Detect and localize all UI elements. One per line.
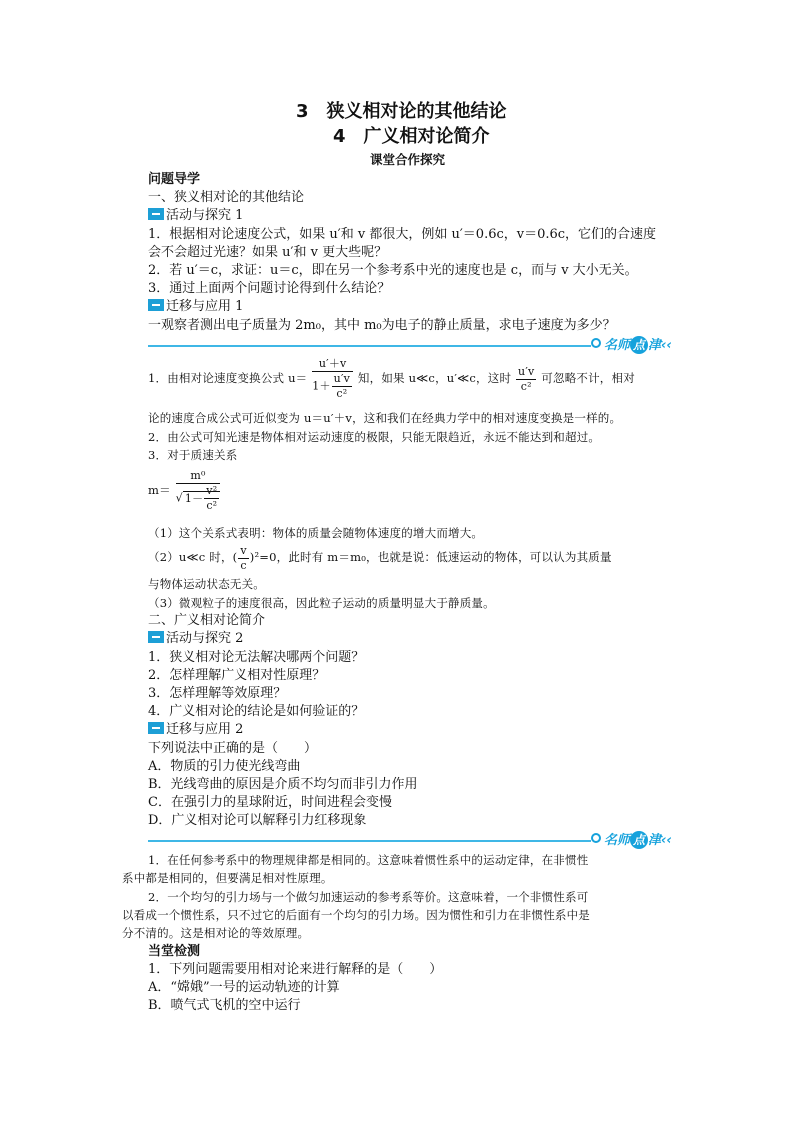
tip-2-line-5: 分不清的。这是相对论的等效原理。: [122, 926, 310, 940]
test-q1-option-a: A．“嫦娥”一号的运动轨迹的计算: [148, 980, 340, 995]
application-2-option-c: C．在强引力的星球附近，时间进程会变慢: [148, 795, 392, 810]
badge-text-right: 津: [648, 833, 662, 848]
note-1-line-b: 论的速度合成公式可近似变为 u＝u′＋v，这和我们在经典力学中的相对速度变换是一样的。: [148, 411, 622, 425]
application-2-label: [148, 722, 243, 738]
application-1-label: [148, 299, 243, 315]
heading-guide: 问题导学: [148, 172, 201, 187]
arrow-icon: [148, 631, 164, 643]
radical-denominator: c²: [206, 499, 218, 512]
point-2-line-a: [148, 542, 612, 572]
activity-2-q3: 3．怎样理解等效原理？: [148, 686, 287, 701]
arrow-icon: [148, 208, 164, 220]
divider-rule: [148, 840, 591, 842]
velocity-denominator: [312, 372, 353, 401]
v-numerator: v: [240, 543, 247, 557]
mass-lhs: m＝: [148, 483, 171, 497]
radical-fraction: [204, 484, 219, 513]
point-2-prefix: （2）u≪c 时，(: [148, 550, 238, 564]
activity-2-q4: 4．广义相对论的结论是如何验证的？: [148, 704, 365, 719]
v-over-c: [238, 544, 248, 573]
activity-1-text: 活动与探究 1: [166, 208, 244, 223]
section-1-title: 一、狭义相对论的其他结论: [148, 190, 305, 205]
application-2-text: 迁移与应用 2: [166, 722, 244, 737]
dot-icon: [591, 338, 601, 348]
teacher-tip-band-1: [148, 335, 673, 357]
note-1-prefix: 1．由相对论速度变换公式 u＝: [148, 371, 308, 385]
test-q1-option-b: B．喷气式飞机的空中运行: [148, 998, 301, 1013]
note-1-middle: 知，如果 u≪c，u′≪c，这时: [357, 371, 512, 385]
note-1-suffix: 可忽略不计，相对: [541, 371, 635, 385]
teacher-tip-badge: 名师 点 津‹‹: [591, 335, 673, 357]
note-3: 3．对于质速关系: [148, 448, 238, 462]
inner-frac: [332, 372, 352, 401]
application-2-option-d: D．广义相对论可以解释引力红移现象: [148, 813, 367, 828]
tip-2-line-1: 1．在任何参考系中的物理规律都是相同的。这意味着惯性系中的运动定律，在非惯性: [148, 853, 589, 867]
velocity-numerator: u′＋v: [312, 357, 353, 372]
inner-numerator: u′v: [333, 372, 351, 385]
activity-1-q1b: 会不会超过光速？如果 u′和 v 更大些呢？: [148, 245, 388, 260]
note-2: 2．由公式可知光速是物体相对运动速度的极限，只能无限趋近，永远不能达到和超过。: [148, 430, 601, 444]
arrow-icon: [148, 299, 164, 311]
title-line-2: 4 广义相对论简介: [333, 126, 490, 147]
radical-numerator: v²: [206, 484, 218, 497]
activity-2-q1: 1．狭义相对论无法解决哪两个问题？: [148, 650, 365, 665]
tip-2-line-3: 2．一个均匀的引力场与一个做匀加速运动的参考系等价。这意味着，一个非惯性系可: [148, 890, 589, 904]
inner-denominator: c²: [336, 387, 348, 400]
point-3: （3）微观粒子的速度很高，因此粒子运动的质量明显大于静质量。: [148, 596, 495, 610]
teacher-tip-badge: 名师 点 津‹‹: [591, 830, 673, 852]
point-2-suffix: )²=0，此时有 m＝m₀，也就是说：低速运动的物体，可以认为其质量: [249, 550, 612, 564]
ratio-denominator: c²: [520, 379, 532, 393]
title-line-1: 3 狭义相对论的其他结论: [296, 101, 507, 122]
badge-text-mid: 点: [630, 336, 648, 354]
badge-text-right: 津: [648, 338, 662, 353]
subtitle: 课堂合作探究: [370, 152, 446, 167]
badge-text-left: 名师: [604, 338, 631, 353]
mass-denominator: √ 1－ $\frac{\text{v²}}{\text{c²}}$: [176, 484, 221, 513]
activity-1-label: [148, 208, 243, 224]
heading-test: 当堂检测: [148, 944, 201, 959]
point-1: （1）这个关系式表明：物体的质量会随物体速度的增大而增大。: [148, 526, 484, 540]
application-2-option-a: A．物质的引力使光线弯曲: [148, 759, 301, 774]
application-2-question: 下列说法中正确的是（ ）: [148, 741, 318, 756]
ratio-numerator: u′v: [518, 364, 535, 378]
note-1-line-a: [148, 357, 635, 400]
mass-fraction: [176, 469, 221, 513]
ratio-formula: [516, 365, 536, 394]
application-1-question: 一观察者测出电子质量为 2m₀，其中 m₀为电子的静止质量，求电子速度为多少？: [148, 318, 616, 333]
point-2-line-b: 与物体运动状态无关。: [148, 577, 265, 591]
mass-formula: [148, 465, 221, 515]
divider-rule: [148, 345, 591, 347]
application-1-text: 迁移与应用 1: [166, 299, 244, 314]
teacher-tip-band-2: [148, 830, 673, 852]
badge-text-mid: 点: [630, 831, 648, 849]
activity-1-q2: 2．若 u′＝c，求证：u＝c，即在另一个参考系中光的速度也是 c，而与 v 大小无关。: [148, 263, 638, 278]
dot-icon: [591, 833, 601, 843]
section-2-title: 二、广义相对论简介: [148, 613, 266, 628]
test-q1: 1．下列问题需要用相对论来进行解释的是（ ）: [148, 962, 443, 977]
activity-1-q1a: 1．根据相对论速度公式，如果 u′和 v 都很大，例如 u′＝0.6c，v＝0.6c，它们的合速度: [148, 227, 657, 242]
activity-1-q3: 3．通过上面两个问题讨论得到什么结论？: [148, 281, 391, 296]
tip-2-line-2: 系中都是相同的，但要满足相对性原理。: [122, 871, 333, 885]
tip-2-line-4: 以看成一个惯性系，只不过它的后面有一个均匀的引力场。因为惯性和引力在非惯性系中是: [122, 908, 590, 922]
den-prefix: 1＋: [312, 379, 331, 393]
activity-2-text: 活动与探究 2: [166, 631, 244, 646]
arrow-icon: [148, 722, 164, 734]
activity-2-q2: 2．怎样理解广义相对性原理？: [148, 668, 326, 683]
mass-numerator: m⁰: [176, 469, 221, 484]
badge-text-left: 名师: [604, 833, 631, 848]
radical-prefix: 1－: [184, 491, 204, 505]
activity-2-label: [148, 631, 243, 647]
application-2-option-b: B．光线弯曲的原因是介质不均匀而非引力作用: [148, 777, 418, 792]
velocity-formula: [312, 357, 353, 401]
c-denominator: c: [240, 558, 247, 572]
